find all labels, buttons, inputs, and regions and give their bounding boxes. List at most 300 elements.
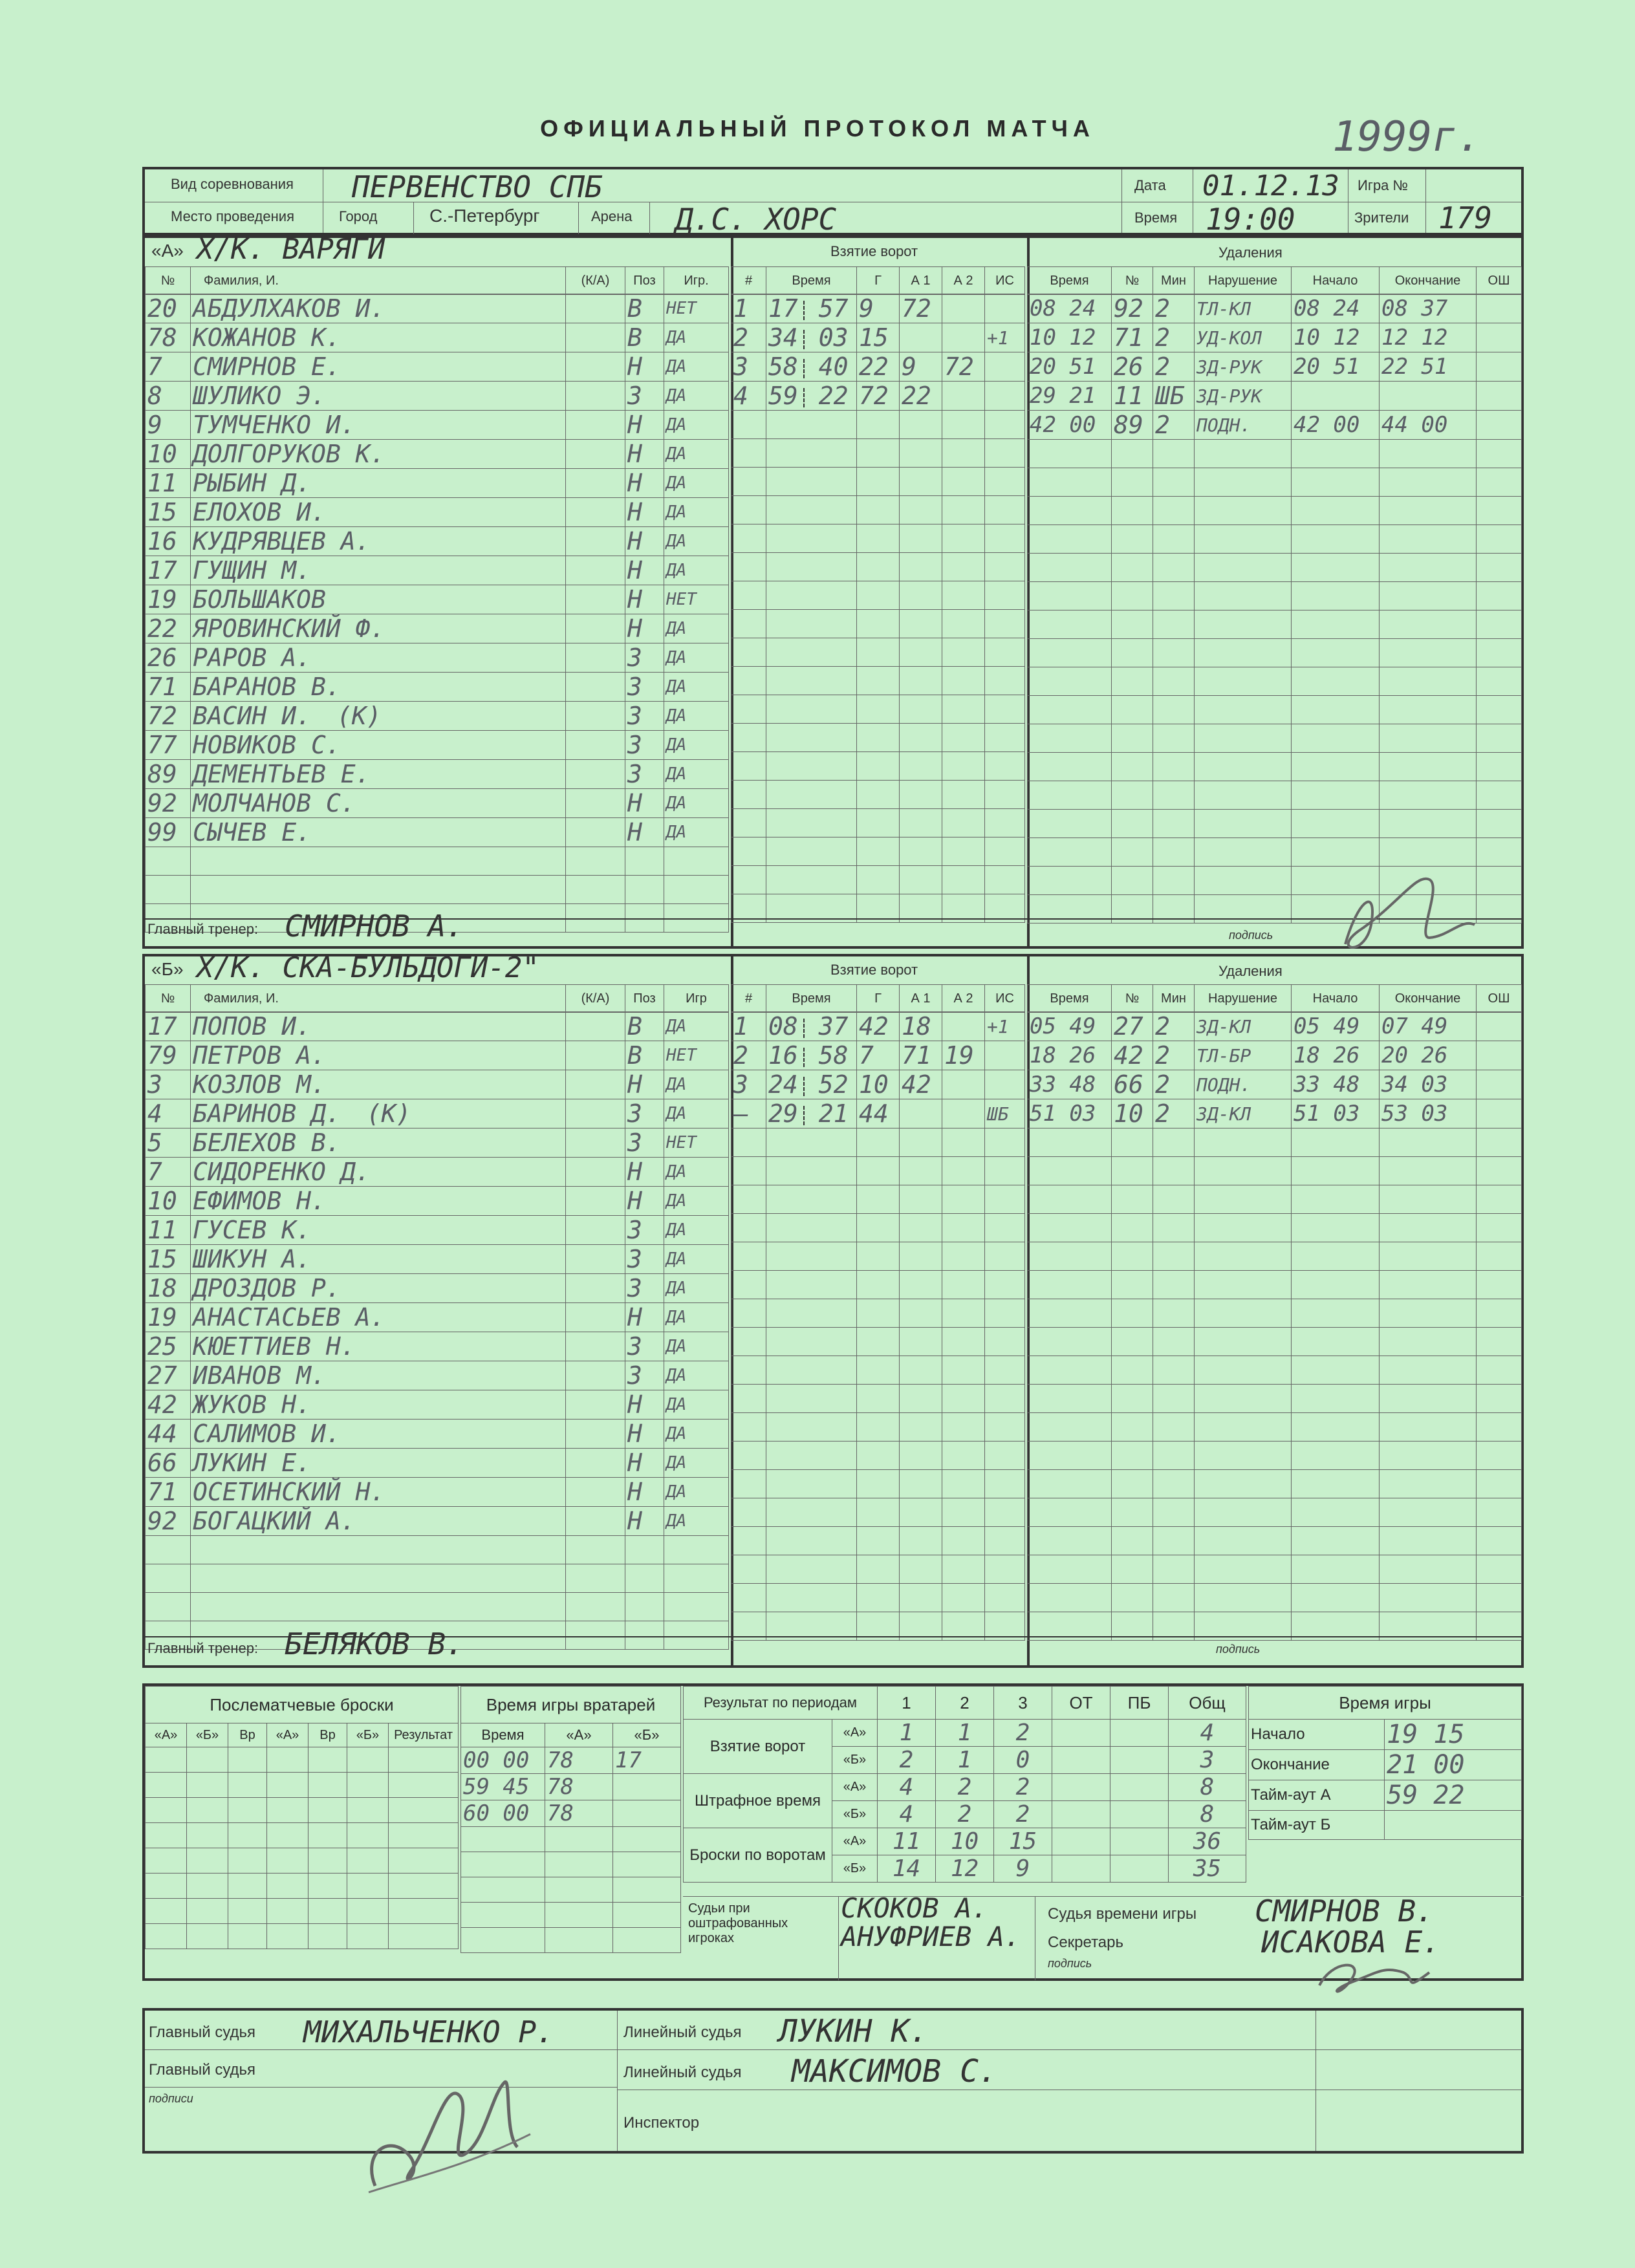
empty-cell — [1028, 497, 1112, 525]
player-number: 7 — [146, 1158, 191, 1187]
empty-cell — [731, 1498, 766, 1527]
goal-row — [731, 496, 1025, 524]
player-played: ДА — [664, 1070, 729, 1099]
empty-cell — [1477, 1214, 1522, 1242]
roster-row — [146, 1216, 729, 1245]
empty-cell — [985, 524, 1025, 553]
empty-cell — [942, 1584, 985, 1612]
timeout-b-value — [1385, 1811, 1522, 1840]
team-tag: «А» — [832, 1828, 878, 1855]
goal-row — [731, 1584, 1025, 1612]
player-ka — [566, 1303, 625, 1332]
empty-cell — [1477, 1470, 1522, 1498]
empty-cell — [1292, 1299, 1380, 1328]
col-osh: ОШ — [1477, 985, 1522, 1013]
player-number: 20 — [146, 294, 191, 323]
empty-cell — [1195, 582, 1292, 610]
empty-cell — [228, 1747, 267, 1773]
empty-cell — [942, 1385, 985, 1413]
period-value — [1052, 1855, 1110, 1883]
empty-cell — [309, 1773, 347, 1798]
period-col-total: Общ — [1169, 1687, 1246, 1720]
head-referee-2-label: Главный судья — [149, 2061, 256, 2079]
empty-cell — [1153, 838, 1195, 867]
empty-cell — [731, 1328, 766, 1356]
penalty-row — [1028, 582, 1522, 610]
col-a2: А 2 — [942, 985, 985, 1013]
player-number: 26 — [146, 643, 191, 673]
empty-cell — [187, 1773, 228, 1798]
team-b-goals — [731, 1011, 1025, 1641]
empty-cell — [613, 1928, 681, 1953]
empty-cell — [389, 1848, 459, 1874]
player-name — [191, 1245, 566, 1274]
player-played: ДА — [664, 1216, 729, 1245]
player-number: 17 — [146, 556, 191, 585]
period-value: 14 — [878, 1855, 936, 1883]
penalty-end: 34 03 — [1380, 1070, 1477, 1099]
goal-assist-2 — [942, 382, 985, 411]
empty-cell — [1153, 1413, 1195, 1442]
goalie-a: 78 — [545, 1800, 613, 1827]
empty-cell — [1292, 1129, 1380, 1157]
empty-cell — [1195, 554, 1292, 582]
empty-cell — [146, 1564, 191, 1593]
empty-cell — [461, 1903, 545, 1928]
empty-cell — [900, 1299, 942, 1328]
empty-cell — [267, 1747, 309, 1773]
roster-row — [146, 673, 729, 702]
empty-cell — [267, 1848, 309, 1874]
player-played: ДА — [664, 673, 729, 702]
empty-cell — [1380, 724, 1477, 753]
team-a-coach-signature — [1319, 860, 1488, 964]
empty-cell — [545, 1827, 613, 1852]
empty-cell — [900, 752, 942, 781]
shots-row — [684, 1828, 1246, 1855]
col-time: Время — [766, 267, 857, 295]
empty-cell — [1028, 1271, 1112, 1299]
empty-cell — [1292, 1498, 1380, 1527]
penalty-time: 42 00 — [1028, 411, 1112, 440]
empty-cell — [1292, 440, 1380, 468]
player-ka — [566, 1041, 625, 1070]
game-time-table — [1248, 1686, 1522, 1840]
period-value — [1110, 1855, 1169, 1883]
empty-cell — [731, 1470, 766, 1498]
player-name-text: КОЗЛОВ М. — [193, 1070, 326, 1099]
period-value — [1110, 1747, 1169, 1774]
player-name — [191, 1332, 566, 1361]
empty-cell — [1477, 468, 1522, 497]
empty-cell — [731, 610, 766, 638]
empty-cell — [985, 667, 1025, 695]
empty-cell — [900, 724, 942, 752]
roster-row — [146, 1012, 729, 1041]
goal-assist-2 — [942, 1012, 985, 1041]
empty-cell — [942, 1442, 985, 1470]
empty-cell — [985, 610, 1025, 638]
date-label: Дата — [1134, 177, 1166, 193]
empty-cell — [1028, 667, 1112, 696]
captain-mark: (К) — [366, 1099, 411, 1128]
empty-cell — [766, 1157, 857, 1185]
player-name-text: ПОПОВ И. — [193, 1012, 312, 1041]
empty-cell — [1380, 1584, 1477, 1612]
empty-cell — [857, 468, 900, 496]
player-position: З — [625, 673, 664, 702]
goal-scorer: 44 — [857, 1099, 900, 1129]
empty-cell — [1153, 753, 1195, 781]
empty-cell — [1112, 1242, 1153, 1271]
team-a-goals-title: Взятие ворот — [830, 243, 918, 259]
goal-situation: ШБ — [985, 1099, 1025, 1129]
goalie-change-time: 60 00 — [461, 1800, 545, 1827]
shootout-row — [146, 1899, 459, 1924]
empty-cell — [1292, 1185, 1380, 1214]
team-a-goals — [731, 294, 1025, 923]
period-results-table — [683, 1686, 1246, 1883]
empty-cell — [1153, 867, 1195, 895]
player-number: 16 — [146, 527, 191, 556]
penalty-end: 08 37 — [1380, 294, 1477, 323]
empty-cell — [766, 439, 857, 468]
player-number: 92 — [146, 789, 191, 818]
empty-cell — [1153, 554, 1195, 582]
player-name — [191, 1158, 566, 1187]
player-name — [191, 1449, 566, 1478]
player-played: НЕТ — [664, 1041, 729, 1070]
player-played: ДА — [664, 440, 729, 469]
penalty-row — [1028, 1070, 1522, 1099]
penalty-violation: ПОДН. — [1195, 411, 1292, 440]
empty-cell — [1153, 440, 1195, 468]
timekeeper-value: СМИРНОВ В. — [1255, 1894, 1434, 1928]
penalty-row — [1028, 1185, 1522, 1214]
player-name-text: СИДОРЕНКО Д. — [193, 1158, 371, 1186]
period-value: 4 — [1169, 1720, 1246, 1747]
penalty-start — [1292, 382, 1380, 411]
empty-cell — [857, 724, 900, 752]
linesman-1-value: ЛУКИН К. — [779, 2013, 929, 2049]
empty-cell — [1195, 1214, 1292, 1242]
player-number: 71 — [146, 1478, 191, 1507]
player-name-text: РЫБИН Д. — [193, 469, 312, 497]
col-ka: (К/А) — [566, 985, 625, 1013]
player-played: ДА — [664, 1390, 729, 1420]
player-position: В — [625, 1041, 664, 1070]
empty-cell — [664, 847, 729, 876]
empty-cell — [1153, 781, 1195, 810]
empty-cell — [1028, 1470, 1112, 1498]
penalty-row — [1028, 1157, 1522, 1185]
spectators-label: Зрители — [1354, 210, 1409, 226]
goal-row — [731, 1214, 1025, 1242]
empty-cell — [1380, 525, 1477, 554]
empty-cell — [900, 1242, 942, 1271]
empty-cell — [1153, 667, 1195, 696]
goal-row — [731, 1041, 1025, 1070]
player-name — [191, 1303, 566, 1332]
player-ka — [566, 1478, 625, 1507]
player-played: ДА — [664, 1274, 729, 1303]
empty-cell — [1380, 1328, 1477, 1356]
empty-cell — [1028, 696, 1112, 724]
empty-cell — [900, 496, 942, 524]
empty-cell — [942, 1129, 985, 1157]
empty-cell — [1477, 1555, 1522, 1584]
empty-cell — [1028, 1442, 1112, 1470]
roster-row — [146, 643, 729, 673]
goals-row-label: Взятие ворот — [684, 1720, 832, 1774]
roster-row — [146, 1245, 729, 1274]
player-ka — [566, 440, 625, 469]
col-no: № — [146, 985, 191, 1013]
empty-cell — [942, 866, 985, 894]
empty-cell — [1380, 1299, 1477, 1328]
empty-cell — [1112, 1157, 1153, 1185]
empty-cell — [1292, 1555, 1380, 1584]
game-end-value: 21 00 — [1385, 1750, 1522, 1780]
empty-cell — [942, 1527, 985, 1555]
empty-cell — [347, 1874, 389, 1899]
shootout-table — [145, 1686, 459, 1949]
goal-row — [731, 1356, 1025, 1385]
shootout-row — [146, 1924, 459, 1949]
competition-value: ПЕРВЕНСТВО СПБ — [352, 169, 603, 204]
player-name-text: ПЕТРОВ А. — [193, 1041, 326, 1070]
roster-row — [146, 1478, 729, 1507]
empty-cell — [1195, 667, 1292, 696]
col-end: Окончание — [1380, 985, 1477, 1013]
empty-cell — [146, 1747, 187, 1773]
player-ka — [566, 1099, 625, 1129]
penalty-row — [1028, 1413, 1522, 1442]
player-position: З — [625, 731, 664, 760]
empty-cell — [1195, 639, 1292, 667]
period-value — [1110, 1720, 1169, 1747]
empty-cell — [1195, 468, 1292, 497]
goal-assist-2 — [942, 1070, 985, 1099]
goal-row — [731, 1185, 1025, 1214]
goalie-row — [461, 1852, 681, 1877]
goal-row — [731, 1385, 1025, 1413]
empty-cell — [985, 411, 1025, 439]
empty-cell — [1112, 1527, 1153, 1555]
period-value: 8 — [1169, 1774, 1246, 1801]
year-note: 1999г. — [1332, 113, 1482, 161]
empty-cell — [1153, 1470, 1195, 1498]
penalty-osh — [1477, 411, 1522, 440]
empty-cell — [1195, 867, 1292, 895]
empty-cell — [900, 581, 942, 610]
empty-cell — [1112, 525, 1153, 554]
empty-cell — [731, 1385, 766, 1413]
player-played: ДА — [664, 1012, 729, 1041]
empty-cell — [1028, 1527, 1112, 1555]
empty-cell — [1477, 1442, 1522, 1470]
goal-seconds: 22 — [818, 382, 849, 410]
team-tag: «Б» — [832, 1855, 878, 1883]
empty-cell — [1112, 1385, 1153, 1413]
team-a-tag: «А» — [151, 241, 184, 261]
empty-cell — [146, 1798, 187, 1823]
empty-cell — [857, 667, 900, 695]
empty-cell — [942, 1555, 985, 1584]
date-value: 01.12.13 — [1202, 169, 1339, 202]
team-b-tag: «Б» — [151, 959, 184, 979]
team-a-roster-header — [145, 266, 729, 295]
col-a1: А 1 — [900, 985, 942, 1013]
empty-cell — [545, 1903, 613, 1928]
captain-mark: (К) — [337, 702, 382, 730]
empty-cell — [1195, 1527, 1292, 1555]
game-time-title: Время игры — [1249, 1687, 1522, 1720]
player-number: 7 — [146, 352, 191, 382]
empty-cell — [1380, 667, 1477, 696]
penalty-row — [1028, 1555, 1522, 1584]
empty-cell — [1477, 1584, 1522, 1612]
goal-assist-2: 72 — [942, 352, 985, 382]
pim-row — [684, 1774, 1246, 1801]
empty-cell — [766, 1129, 857, 1157]
period-value: 36 — [1169, 1828, 1246, 1855]
empty-cell — [942, 1157, 985, 1185]
empty-cell — [625, 1536, 664, 1564]
empty-cell — [1112, 724, 1153, 753]
player-position: Н — [625, 1303, 664, 1332]
empty-cell — [146, 1874, 187, 1899]
period-value: 2 — [936, 1801, 994, 1828]
player-name — [191, 498, 566, 527]
goal-scorer: 22 — [857, 352, 900, 382]
player-ka — [566, 469, 625, 498]
player-ka — [566, 1129, 625, 1158]
col-osh: ОШ — [1477, 267, 1522, 295]
player-ka — [566, 498, 625, 527]
player-position: Н — [625, 527, 664, 556]
goal-assist-1: 42 — [900, 1070, 942, 1099]
empty-cell — [1028, 781, 1112, 810]
empty-cell — [942, 809, 985, 837]
player-name — [191, 323, 566, 352]
team-b-sign-label: подпись — [1216, 1643, 1261, 1656]
penalty-player: 42 — [1112, 1041, 1153, 1070]
roster-row — [146, 1041, 729, 1070]
empty-cell — [942, 1214, 985, 1242]
penalty-row — [1028, 1012, 1522, 1041]
empty-cell — [766, 1470, 857, 1498]
penalty-start: 33 48 — [1292, 1070, 1380, 1099]
empty-cell — [900, 524, 942, 553]
empty-cell — [1112, 667, 1153, 696]
shootout-col-time-b: Вр — [309, 1723, 347, 1747]
empty-cell — [731, 1356, 766, 1385]
empty-cell — [731, 1299, 766, 1328]
empty-cell — [731, 724, 766, 752]
empty-cell — [1477, 810, 1522, 838]
summary-sign-label: подпись — [1048, 1957, 1092, 1970]
empty-cell — [625, 1564, 664, 1593]
empty-cell — [731, 468, 766, 496]
roster-row — [146, 1129, 729, 1158]
empty-cell — [1380, 610, 1477, 639]
empty-cell — [985, 1413, 1025, 1442]
empty-cell — [1153, 1442, 1195, 1470]
empty-cell — [1112, 810, 1153, 838]
player-played: ДА — [664, 323, 729, 352]
shootout-col-result: Результат — [389, 1723, 459, 1747]
empty-cell — [731, 1584, 766, 1612]
empty-cell — [389, 1874, 459, 1899]
penalty-time: 18 26 — [1028, 1041, 1112, 1070]
empty-cell — [731, 1442, 766, 1470]
penalty-row — [1028, 411, 1522, 440]
empty-cell — [985, 809, 1025, 837]
empty-cell — [766, 1442, 857, 1470]
empty-cell — [1477, 1413, 1522, 1442]
period-col-2: 2 — [936, 1687, 994, 1720]
player-played: НЕТ — [664, 1129, 729, 1158]
player-name — [191, 585, 566, 614]
col-played: Игр — [664, 985, 729, 1013]
penalty-row — [1028, 1470, 1522, 1498]
player-name-text: ГУСЕВ К. — [193, 1216, 312, 1244]
player-ka — [566, 1390, 625, 1420]
empty-cell — [985, 1214, 1025, 1242]
empty-cell — [1112, 440, 1153, 468]
empty-cell — [942, 1242, 985, 1271]
empty-cell — [900, 1555, 942, 1584]
player-name-text: ДЕМЕНТЬЕВ Е. — [193, 760, 371, 788]
period-value: 3 — [1169, 1747, 1246, 1774]
empty-cell — [985, 1442, 1025, 1470]
player-played: ДА — [664, 731, 729, 760]
col-pen-no: № — [1112, 985, 1153, 1013]
penalty-time: 08 24 — [1028, 294, 1112, 323]
goal-row — [731, 1527, 1025, 1555]
goal-time — [766, 323, 857, 352]
player-position: В — [625, 323, 664, 352]
penalty-row — [1028, 294, 1522, 323]
player-played: ДА — [664, 1099, 729, 1129]
empty-cell — [1195, 696, 1292, 724]
empty-cell — [1112, 1498, 1153, 1527]
empty-cell — [985, 439, 1025, 468]
empty-cell — [985, 866, 1025, 894]
goal-number: – — [731, 1099, 766, 1129]
empty-cell — [857, 866, 900, 894]
empty-cell — [731, 781, 766, 809]
empty-cell — [766, 866, 857, 894]
linesman-2-label: Линейный судья — [623, 2064, 742, 2081]
empty-cell — [942, 439, 985, 468]
player-name — [191, 1420, 566, 1449]
empty-cell — [900, 1527, 942, 1555]
empty-cell — [985, 1157, 1025, 1185]
goal-row — [731, 1157, 1025, 1185]
period-value: 15 — [994, 1828, 1052, 1855]
empty-cell — [1112, 1129, 1153, 1157]
col-is: ИС — [985, 267, 1025, 295]
team-b-name: Х/К. СКА-БУЛЬДОГИ-2" — [197, 951, 539, 984]
goal-scorer: 15 — [857, 323, 900, 352]
penalty-time: 29 21 — [1028, 382, 1112, 411]
player-number: 10 — [146, 440, 191, 469]
team-tag: «А» — [832, 1774, 878, 1801]
player-number: 15 — [146, 1245, 191, 1274]
empty-cell — [1292, 1271, 1380, 1299]
